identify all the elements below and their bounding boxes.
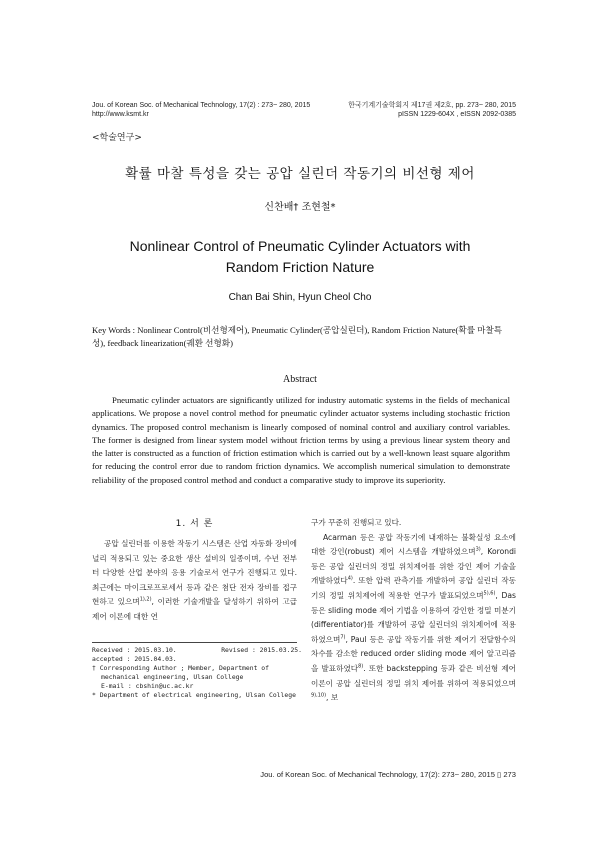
title-en-line-1: Nonlinear Control of Pneumatic Cylinder Actuators with xyxy=(129,238,471,254)
keywords-text: Nonlinear Control(비선형제어), Pneumatic Cylinder(공압실린더), Random Friction Nature(확률 마찰특성), feedback linearization(궤환 선형화) xyxy=(92,325,503,348)
section-tag: <학술연구> xyxy=(92,133,142,143)
text-seg: , Korondi 등은 공압 실린더의 정밀 위치제어를 위한 강인 제어 기술을 개발하였다 xyxy=(311,547,517,586)
issn-line: pISSN 1229-604X , eISSN 2092-0385 xyxy=(398,111,516,118)
abstract-heading: Abstract xyxy=(283,374,317,385)
revised-date: Revised : 2015.03.25. xyxy=(221,646,302,654)
abstract-body: Pneumatic cylinder actuators are significantly utilized for industry automatic systems in the fields of mechanical applications. We propose a novel control method for pneumatic cylinder actuator systems including stochastic friction dynamics. The proposed control mechanism is linearly composed of nominal control and auxiliary control variables. The former is designed from linear system model without friction terms by using a previous linear system theory and the latter is constructed as a function of friction estimation which is carried out by a well-known least square algorithm for reducing the control error due to random friction dynamics. We accomplish numerical simulation to demonstrate reliability of the proposed control method and conduct a comparative study to improve its superiority. xyxy=(92,395,510,485)
text-seg: , 보 xyxy=(326,693,339,703)
citation-ref: 4) xyxy=(347,575,353,582)
journal-citation-ko: 한국기계기술학회지 제17권 제2호, pp. 273~ 280, 2015 xyxy=(348,102,516,109)
citation-ref: 9),10) xyxy=(311,692,327,699)
footnote-divider xyxy=(92,642,297,643)
journal-header-left xyxy=(92,101,332,119)
citation-ref: 3) xyxy=(475,546,481,553)
coauthor-affiliation: * Department of electrical engineering, Ulsan College xyxy=(92,691,296,699)
citation-ref: 8) xyxy=(358,663,364,670)
text-seg: . 또한 압력 관측기를 개발하여 공압 실린더 작동기의 정밀 위치제어에 적용한 연구가 발표되었으며 xyxy=(311,576,516,600)
paper-title-english xyxy=(80,236,520,278)
intro-text-b: , 이러한 기술개발을 달성하기 위하여 고급 제어 이론에 대한 연 xyxy=(92,597,297,621)
text-seg: Acarman 등은 공압 작동기에 내재하는 불확실성 요소에 대한 강인(robust) 제어 시스템을 개발하였으며 xyxy=(311,532,516,557)
page-footer: Jou. of Korean Soc. of Mechanical Technology, 17(2): 273~ 280, 2015 ▯ 273 xyxy=(260,770,516,779)
author-email[interactable]: E-mail : cbshin@uc.ac.kr xyxy=(101,682,194,690)
intro-paragraph-2 xyxy=(311,531,516,706)
paper-title-korean: 확률 마찰 특성을 갖는 공압 실린더 작동기의 비선형 제어 xyxy=(125,166,475,182)
right-column xyxy=(311,516,516,706)
keywords-label: Key Words : xyxy=(92,325,138,335)
intro-text-a: 공압 실린더를 이용한 작동기 시스템은 산업 자동화 장비에 널리 적용되고 있는 중요한 생산 설비의 일종이며, 수년 전부터 다양한 산업 분야의 응용 기술로서 연구가 진행되고 있다. 최근에는 마이크로프로세서 등과 같은 첨단 전자 장비를 접구현하고 있으며 xyxy=(92,539,297,607)
title-en-line-2: Random Friction Nature xyxy=(225,259,375,275)
section-heading-introduction: 1. 서 론 xyxy=(175,519,214,529)
text-seg: , Das 등은 sliding mode 제어 기법을 이용하여 강인한 정밀 미분기(differentiator)를 개발하여 공압 실린더의 위치제어에 적용하였으며 xyxy=(311,590,516,644)
journal-url[interactable]: http://www.ksmt.kr xyxy=(92,111,149,118)
footnotes xyxy=(92,646,302,700)
accepted-date: accepted : 2015.04.03. xyxy=(92,655,177,663)
intro-continuation: 구가 꾸준히 진행되고 있다. xyxy=(311,518,402,527)
text-seg: . 또한 backstepping 등과 같은 비선형 제어이론이 공압 실린더의 정밀 위치 제어를 위하여 적용되었으며 xyxy=(311,663,516,688)
authors-korean: 신찬배† 조현철* xyxy=(264,202,336,213)
corresponding-author: † Corresponding Author ; Member, Department of xyxy=(92,664,269,672)
intro-paragraph-1 xyxy=(92,537,297,625)
received-date: Received : 2015.03.10. xyxy=(92,646,177,654)
citation-ref: 5),6) xyxy=(483,590,496,597)
date-row xyxy=(92,646,302,655)
left-column xyxy=(92,516,297,625)
journal-header-right xyxy=(330,101,516,119)
citation-ref: 1),2) xyxy=(139,596,152,603)
authors-english: Chan Bai Shin, Hyun Cheol Cho xyxy=(228,292,372,303)
corresponding-affiliation: mechanical engineering, Ulsan College xyxy=(101,673,244,681)
text-seg: , Paul 등은 공압 작동기를 위한 제어기 전달함수의 차수를 감소한 reduced order sliding mode 제어 알고리즘을 발표하였다 xyxy=(311,634,516,673)
journal-citation-en: Jou. of Korean Soc. of Mechanical Technology, 17(2) : 273~ 280, 2015 xyxy=(92,102,311,109)
citation-ref: 7) xyxy=(340,634,346,641)
keywords-block xyxy=(92,324,510,349)
